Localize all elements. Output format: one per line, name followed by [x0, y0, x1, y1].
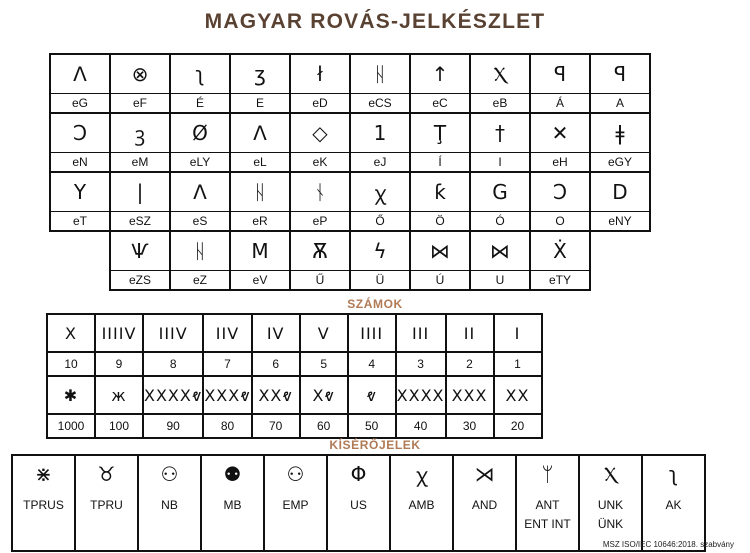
rune-glyph: ᚺ	[230, 172, 290, 212]
rune-glyph: G	[470, 172, 530, 212]
rune-glyph: ⋈	[470, 231, 530, 271]
numeral-glyph: ⅠⅠⅠ	[396, 314, 446, 352]
numeral-glyph: ⱴ	[348, 376, 396, 414]
rune-label: eNY	[590, 212, 650, 232]
rune-glyph: †	[470, 113, 530, 153]
rune-glyph: ⋈	[410, 231, 470, 271]
rune-glyph: ᐱ	[50, 54, 110, 94]
numeral-value: 2	[446, 352, 494, 376]
rune-label: eD	[290, 94, 350, 114]
rune-label: E	[230, 94, 290, 114]
ligature-label-line: EMP	[282, 498, 309, 512]
rune-glyph: ᐱ	[170, 172, 230, 212]
rune-glyph: Ţ	[410, 113, 470, 153]
rune-glyph: ǂ	[590, 113, 650, 153]
rune-label: eL	[230, 153, 290, 173]
rune-label: eP	[290, 212, 350, 232]
rune-label: Í	[410, 153, 470, 173]
rune-label: eGY	[590, 153, 650, 173]
ligature-label-line: NB	[161, 498, 178, 512]
ligature-label	[12, 492, 75, 551]
rune-glyph: ↑	[410, 54, 470, 94]
numeral-glyph: XXXX	[396, 376, 446, 414]
standard-footnote: MSZ ISO/IEC 10646:2018. szabvány	[602, 540, 734, 549]
ligature-glyph: ⚉	[201, 455, 264, 492]
numeral-value: 90	[143, 414, 203, 438]
empty-cell	[50, 271, 110, 291]
rune-glyph: Ↄ	[50, 113, 110, 153]
rune-label: eH	[530, 153, 590, 173]
rune-glyph: ᚾ	[290, 172, 350, 212]
numeral-glyph: ж	[95, 376, 143, 414]
ligature-glyph: ꭓ	[390, 455, 453, 492]
rune-glyph: ꟼ	[590, 54, 650, 94]
rune-label: eN	[50, 153, 110, 173]
rune-label: eZS	[110, 271, 170, 291]
ligature-glyph: ⚇	[264, 455, 327, 492]
rune-label: eSZ	[110, 212, 170, 232]
numeral-glyph: Ⅰ	[494, 314, 542, 352]
ligature-glyph: ʅ	[642, 455, 705, 492]
numeral-glyph: ⅠⅤ	[252, 314, 300, 352]
rune-label: eJ	[350, 153, 410, 173]
ligature-label	[453, 492, 516, 551]
rune-glyph: ᐱ	[230, 113, 290, 153]
numeral-value: 50	[348, 414, 396, 438]
ligature-glyph: Ⲭ	[579, 455, 642, 492]
rune-glyph: ⊗	[110, 54, 170, 94]
ligature-glyph: ᛘ	[516, 455, 579, 492]
rune-label: Ó	[470, 212, 530, 232]
rune-glyph: Y	[50, 172, 110, 212]
rune-glyph: D	[590, 172, 650, 212]
rune-label: É	[170, 94, 230, 114]
numeral-glyph: XXX	[446, 376, 494, 414]
rune-label: A	[590, 94, 650, 114]
numeral-glyph: V	[300, 314, 348, 352]
aux-marks-table	[11, 454, 706, 552]
rune-glyph: ᚺ	[350, 54, 410, 94]
ligature-label-line: UNK	[597, 498, 624, 512]
empty-cell	[590, 271, 650, 291]
ligature-label	[75, 492, 138, 551]
numeral-glyph: ⅠⅠⅠⅤ	[143, 314, 203, 352]
numeral-value: 8	[143, 352, 203, 376]
aux-section-title: KÍSÉRŐJELEK	[329, 438, 421, 452]
ligature-label-line: MB	[223, 498, 242, 512]
rune-glyph: Ѱ	[110, 231, 170, 271]
rune-glyph: ◇	[290, 113, 350, 153]
rune-label: Ö	[410, 212, 470, 232]
numeral-glyph: ⅠⅠⅠⅠⅤ	[95, 314, 143, 352]
alphabet-table	[49, 53, 651, 291]
numeral-value: 10	[47, 352, 95, 376]
rune-glyph: ꟼ	[530, 54, 590, 94]
rune-glyph: ʅ	[170, 54, 230, 94]
rune-label: eV	[230, 271, 290, 291]
rune-label: eF	[110, 94, 170, 114]
ligature-glyph: ⋇	[12, 455, 75, 492]
numeral-glyph: Xⱴ	[300, 376, 348, 414]
numeral-value: 60	[300, 414, 348, 438]
rune-glyph: 1	[350, 113, 410, 153]
numeral-glyph: XXⱴ	[252, 376, 300, 414]
ligature-label	[516, 492, 579, 551]
numeral-glyph: XX	[494, 376, 542, 414]
ligature-label-line2: ENT INT	[524, 517, 571, 531]
numeral-glyph: X	[47, 314, 95, 352]
rune-label: Ő	[350, 212, 410, 232]
numeral-value: 70	[252, 414, 300, 438]
ligature-label-line: ANT	[535, 498, 560, 512]
rune-glyph: ϟ	[350, 231, 410, 271]
numeral-value: 4	[348, 352, 396, 376]
numeral-value: 9	[95, 352, 143, 376]
ligature-glyph: Φ	[327, 455, 390, 492]
numeral-value: 30	[446, 414, 494, 438]
numeral-glyph: XXXⱴ	[203, 376, 251, 414]
ligature-label	[327, 492, 390, 551]
rune-glyph: ꝫ	[110, 113, 170, 153]
rune-label: eZ	[170, 271, 230, 291]
ligature-glyph: ♉	[75, 455, 138, 492]
ligature-label-line: AMB	[408, 498, 435, 512]
ligature-glyph: ⋊	[453, 455, 516, 492]
rune-label: U	[470, 271, 530, 291]
ligature-label-line: TPRUS	[23, 498, 64, 512]
rune-glyph: ƙ	[410, 172, 470, 212]
rune-glyph: Ẋ	[530, 231, 590, 271]
rune-label: Á	[530, 94, 590, 114]
ligature-glyph: ⚇	[138, 455, 201, 492]
rune-label: eG	[50, 94, 110, 114]
numeral-value: 100	[95, 414, 143, 438]
page-title: MAGYAR ROVÁS-JELKÉSZLET	[204, 10, 546, 33]
rune-label: O	[530, 212, 590, 232]
rune-glyph: Ø	[170, 113, 230, 153]
rune-label: Ű	[290, 271, 350, 291]
ligature-label	[390, 492, 453, 551]
rune-glyph: ꭓ	[350, 172, 410, 212]
rune-label: eLY	[170, 153, 230, 173]
numeral-value: 1000	[47, 414, 95, 438]
rune-label: eR	[230, 212, 290, 232]
rune-glyph: |	[110, 172, 170, 212]
rune-glyph: M	[230, 231, 290, 271]
rune-glyph: ł	[290, 54, 350, 94]
numeral-glyph: ⅠⅠ	[446, 314, 494, 352]
rune-label: eT	[50, 212, 110, 232]
ligature-label	[264, 492, 327, 551]
ligature-label	[138, 492, 201, 551]
rune-label: eTY	[530, 271, 590, 291]
rune-glyph: Ⲭ	[470, 54, 530, 94]
ligature-label-line: AK	[665, 498, 682, 512]
rune-glyph: Ↄ	[530, 172, 590, 212]
numeral-value: 40	[396, 414, 446, 438]
numeral-glyph: ⅠⅠⅤ	[203, 314, 251, 352]
empty-cell	[590, 231, 650, 271]
rune-label: I	[470, 153, 530, 173]
rune-label: Ü	[350, 271, 410, 291]
ligature-label-line: AND	[471, 498, 498, 512]
numeral-glyph: ⅠⅠⅠⅠ	[348, 314, 396, 352]
rune-label: eM	[110, 153, 170, 173]
numeral-value: 5	[300, 352, 348, 376]
ligature-label-line2: ÜNK	[597, 517, 624, 531]
numbers-section-title: SZÁMOK	[347, 297, 403, 311]
rune-label: eC	[410, 94, 470, 114]
rune-glyph: ʒ	[230, 54, 290, 94]
numeral-value: 7	[203, 352, 251, 376]
rune-label: eK	[290, 153, 350, 173]
numeral-value: 6	[252, 352, 300, 376]
rune-glyph: ᚺ	[170, 231, 230, 271]
numeral-value: 3	[396, 352, 446, 376]
numbers-table	[46, 313, 543, 439]
ligature-label-line: US	[350, 498, 367, 512]
numeral-glyph: XXXXⱴ	[143, 376, 203, 414]
numeral-value: 80	[203, 414, 251, 438]
numeral-value: 1	[494, 352, 542, 376]
ligature-label	[201, 492, 264, 551]
rune-glyph: ✕	[530, 113, 590, 153]
rune-label: Ú	[410, 271, 470, 291]
rune-label: eCS	[350, 94, 410, 114]
numeral-value: 20	[494, 414, 542, 438]
rune-label: eB	[470, 94, 530, 114]
rune-label: eS	[170, 212, 230, 232]
ligature-label-line: TPRU	[90, 498, 123, 512]
empty-cell	[50, 231, 110, 271]
numeral-glyph: ✱	[47, 376, 95, 414]
rune-glyph: Ѫ	[290, 231, 350, 271]
